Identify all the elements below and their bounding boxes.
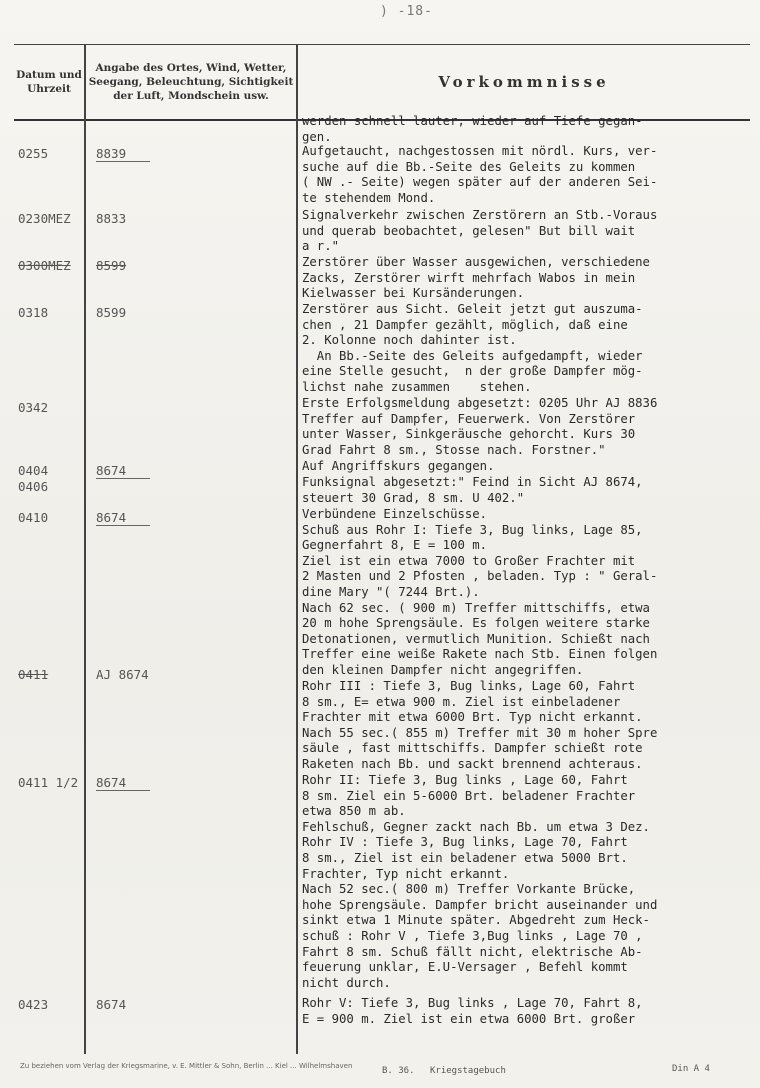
column-divider-1	[84, 44, 86, 1054]
grid-position: 8839	[96, 146, 150, 162]
grid-position: AJ 8674	[96, 667, 149, 682]
grid-position: 8674	[96, 997, 127, 1012]
event-entry: Aufgetaucht, nachgestossen mit nördl. Kurs, ver- suche auf die Bb.-Seite des Geleits zu kommen ( NW .- Seite) wegen später auf der anderen Sei- te stehendem Mond.	[302, 144, 658, 205]
grid-position: 8599	[96, 258, 127, 273]
event-entry: Signalverkehr zwischen Zerstörern an Stb.-Voraus und querab beobachtet, gelesen" But bill wait a r."	[302, 208, 658, 254]
time-0423: 0423	[18, 997, 49, 1012]
grid-position: 8833	[96, 211, 127, 226]
event-entry: Rohr V: Tiefe 3, Bug links , Lage 70, Fahrt 8, E = 900 m. Ziel ist ein etwa 6000 Brt. großer	[302, 996, 643, 1026]
time-0411: 0411	[18, 667, 49, 682]
header-location-weather: Angabe des Ortes, Wind, Wetter, Seegang, Beleuchtung, Sichtigkeit der Luft, Mondschein usw.	[86, 44, 296, 121]
time-0342: 0342	[18, 400, 49, 415]
event-entry: Funksignal abgesetzt:" Feind in Sicht AJ 8674, steuert 30 Grad, 8 sm. U 402."	[302, 475, 643, 505]
event-entry: Rohr III : Tiefe 3, Bug links, Lage 60, Fahrt 8 sm., E= etwa 900 m. Ziel ist einbeladener Frachter mit etwa 6000 Brt. Typ nicht erkannt. Nach 55 sec.( 855 m) Treffer mit 30 m hoher Spre säule , fast mittschiffs. Dampfer schießt rote Raketen nach Bb. und sackt brennend achteraus.	[302, 679, 658, 771]
header-events: Vorkommnisse	[298, 44, 750, 121]
page-number: ) -18-	[380, 4, 433, 19]
grid-position: 8599	[96, 305, 127, 320]
footer-publisher: Zu beziehen vom Verlag der Kriegsmarine, v. E. Mittler & Sohn, Berlin ... Kiel ... Wilhelmshaven	[20, 1062, 353, 1070]
time-0318: 0318	[18, 305, 49, 320]
header-date-time: Datum und Uhrzeit	[14, 44, 84, 121]
event-entry: werden schnell lauter, wieder auf Tiefe gegan- gen.	[302, 114, 643, 144]
grid-position: 8674	[96, 775, 150, 791]
event-entry: Erste Erfolgsmeldung abgesetzt: 0205 Uhr AJ 8836 Treffer auf Dampfer, Feuerwerk. Von Zerstörer unter Wasser, Sinkgeräusche gehorcht. Kurs 30 Grad Fahrt 8 sm., Stosse nach. Forstner."	[302, 396, 658, 457]
grid-position: 8674	[96, 510, 150, 526]
time-0230: 0230MEZ	[18, 211, 71, 226]
grid-position: 8674	[96, 463, 150, 479]
time-0300: 0300MEZ	[18, 258, 71, 273]
time-0255: 0255	[18, 146, 49, 161]
time-0411-half: 0411 1/2	[18, 775, 79, 790]
time-0404: 0404	[18, 463, 49, 478]
event-entry: Zerstörer aus Sicht. Geleit jetzt gut auszuma- chen , 21 Dampfer gezählt, möglich, daß eine 2. Kolonne noch dahinter ist. An Bb.-Seite des Geleits aufgedampft, wieder eine Stelle gesucht, n der große Dampfer mög- lichst nahe zusammen stehen.	[302, 302, 643, 394]
footer-form-title: Kriegstagebuch	[430, 1066, 506, 1076]
event-entry: Verbündene Einzelschüsse. Schuß aus Rohr I: Tiefe 3, Bug links, Lage 85, Gegnerfahrt 8, E = 100 m. Ziel ist ein etwa 7000 to Großer Frachter mit 2 Masten und 2 Pfosten , beladen. Typ : " Geral- dine Mary "( 7244 Brt.). Nach 62 sec. ( 900 m) Treffer mittschiffs, etwa 20 m hohe Sprengsäule. Es folgen weitere starke Detonationen, vermutlich Munition. Schießt nach Treffer eine weiße Rakete nach Stb. Einen folgen den kleinen Dampfer nicht angegriffen.	[302, 507, 658, 677]
footer-paper-size: Din A 4	[672, 1064, 710, 1074]
event-entry: Rohr II: Tiefe 3, Bug links , Lage 60, Fahrt 8 sm. Ziel ein 5-6000 Brt. beladener Frachter etwa 850 m ab. Fehlschuß, Gegner zackt nach Bb. um etwa 3 Dez. Rohr IV : Tiefe 3, Bug links, Lage 70, Fahrt 8 sm., Ziel ist ein beladener etwa 5000 Brt. Frachter, Typ nicht erkannt. Nach 52 sec.( 800 m) Treffer Vorkante Brücke, hohe Sprengsäule. Dampfer bricht auseinander und sinkt etwa 1 Minute später. Abgedreht zum Heck- schuß : Rohr V , Tiefe 3,Bug links , Lage 70 , Fahrt 8 sm. Schuß fällt nicht, elektrische Ab- feuerung unklar, E.U-Versager , Befehl kommt nicht durch.	[302, 773, 658, 990]
time-0410: 0410	[18, 510, 49, 525]
column-divider-2	[296, 44, 298, 1054]
event-entry: Auf Angriffskurs gegangen.	[302, 459, 495, 473]
footer-form-number: B. 36.	[382, 1066, 415, 1076]
time-0406: 0406	[18, 479, 49, 494]
event-entry: Zerstörer über Wasser ausgewichen, verschiedene Zacks, Zerstörer wirft mehrfach Wabos in mein Kielwasser bei Kursänderungen.	[302, 255, 650, 301]
